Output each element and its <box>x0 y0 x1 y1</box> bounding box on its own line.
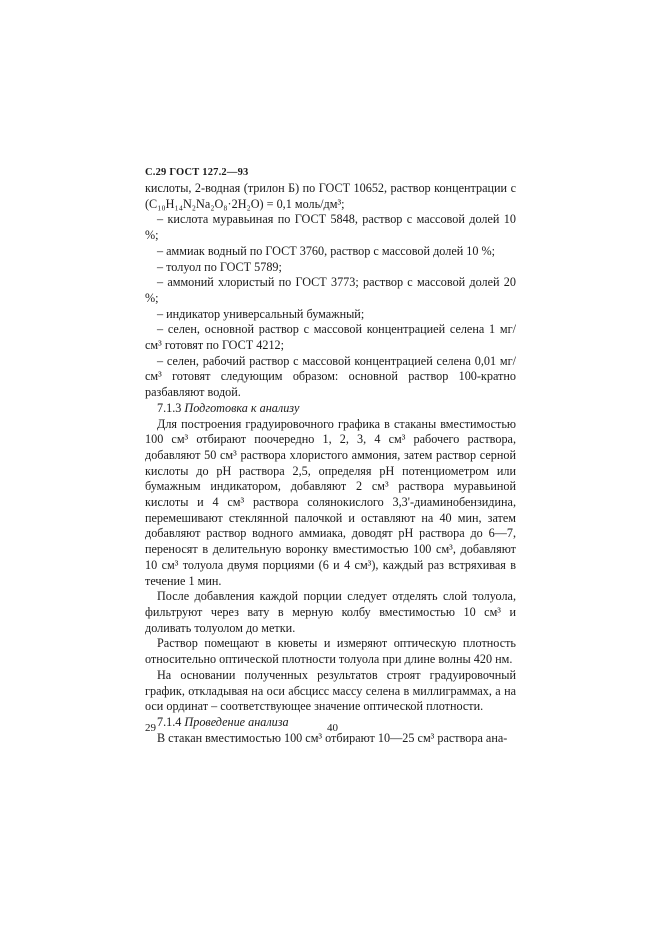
list-item: – кислота муравьиная по ГОСТ 5848, раствор с массовой долей 10 %; <box>145 212 516 243</box>
paragraph: В стакан вместимостью 100 см³ отбирают 10—25 см³ раствора ана- <box>157 730 508 745</box>
footer-mark: 29 <box>145 722 156 734</box>
page-header: С.29 ГОСТ 127.2—93 <box>145 167 249 178</box>
list-item: – индикатор универсальный бумажный; <box>157 306 365 321</box>
paragraph: На основании полученных результатов строят градуировочный график, откладывая на оси абсцисс массу селена в миллиграммах, а на оси ординат – соответствующее значение оптической плотности. <box>145 667 516 714</box>
document-body <box>145 181 516 746</box>
section-title: Проведение анализа <box>184 714 289 729</box>
list-item: – селен, рабочий раствор с массовой концентрацией селена 0,01 мг/см³ готовят следующим образом: основной раствор 100-кратно разбавляют водой. <box>145 353 516 400</box>
list-item: – аммиак водный по ГОСТ 3760, раствор с массовой долей 10 %; <box>157 243 496 258</box>
list-item: – толуол по ГОСТ 5789; <box>157 259 282 274</box>
paragraph: кислоты, 2-водная (трилон Б) по ГОСТ 10652, раствор концентрации c (C₁₀H₁₄N₂Na₂O₈·2H₂O) = 0,1 моль/дм³; <box>145 181 516 211</box>
paragraph: Для построения градуировочного графика в стаканы вместимостью 100 см³ отбирают поочередно 1, 2, 3, 4 см³ рабочего раствора, добавляют 50 см³ раствора хлористого аммония, затем раствор серной кислоты до pH раствора 2,5, определяя pH потенциометром или бумажным индикатором, добавляют 2 см³ раствора муравьиной кислоты и 4 см³ раствора солянокислого 3,3'-диаминобензидина, перемешивают стеклянной палочкой и оставляют на 40 мин, затем добавляют раствор водного аммиака, доводят pH раствора до 6—7, переносят в делительную воронку вместимостью 100 см³, добавляют 10 см³ толуола двумя порциями (6 и 4 см³), каждый раз встряхивая в течение 1 мин. <box>145 416 516 588</box>
section-number: 7.1.4 <box>157 714 182 729</box>
section-title: Подготовка к анализу <box>184 400 300 415</box>
page-number: 40 <box>327 722 338 734</box>
list-item: – селен, основной раствор с массовой концентрацией селена 1 мг/см³ готовят по ГОСТ 4212; <box>145 322 516 353</box>
paragraph: После добавления каждой порции следует отделять слой толуола, фильтруют через вату в мерную колбу вместимостью 10 см³ и доливать толуолом до метки. <box>145 589 516 635</box>
section-heading-7-1-3 <box>145 401 516 417</box>
paragraph: Раствор помещают в кюветы и измеряют оптическую плотность относительно оптической плотности толуола при длине волны 420 нм. <box>145 636 516 667</box>
section-number: 7.1.3 <box>157 400 182 415</box>
list-item: – аммоний хлористый по ГОСТ 3773; раствор с массовой долей 20 %; <box>145 275 516 305</box>
